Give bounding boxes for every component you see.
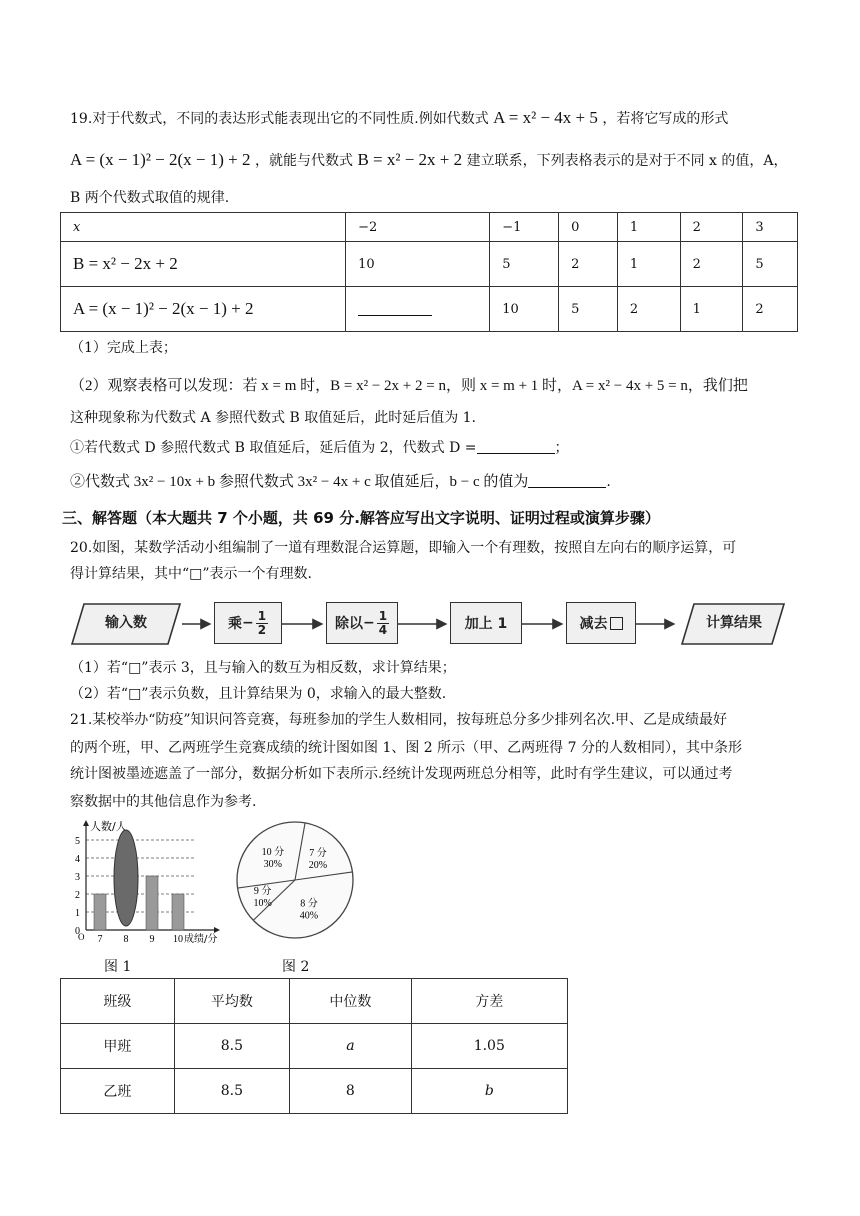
table-cell: 2: [617, 287, 680, 332]
table-cell: −1: [490, 213, 559, 242]
slice-label: 8 分: [300, 898, 318, 910]
bar-chart: [64, 818, 234, 948]
q21-text-b: 的两个班，甲、乙两班学生竞赛成绩的统计图如图 1、图 2 所示（甲、乙两班得 7 分的人数相同），其中条形: [70, 740, 742, 756]
origin-label: O: [78, 932, 85, 942]
q19-part2-d: [70, 472, 611, 492]
table-cell: 甲班: [61, 1024, 175, 1069]
table-cell: 1: [617, 213, 680, 242]
q19-part1: （1）完成上表；: [70, 340, 177, 356]
table-cell: b: [411, 1069, 567, 1114]
bar-9: [146, 876, 158, 930]
q19-part2-c-text: ①若代数式 D 参照代数式 B 取值延后，延后值为 2，代数式 D =: [70, 440, 477, 456]
q20-part1: （1）若“□”表示 3，且与输入的数互为相反数，求计算结果；: [70, 660, 456, 676]
table-cell: 1: [617, 242, 680, 287]
y-tick-label: 1: [75, 908, 80, 919]
slice-percent: 10%: [253, 897, 272, 909]
x-tick-label: 9: [149, 934, 155, 945]
flow-output-text: 计算结果: [706, 615, 762, 631]
table-cell: 8.5: [174, 1069, 290, 1114]
q20-part2: （2）若“□”表示负数，且计算结果为 0，求输入的最大整数.: [70, 686, 447, 702]
pie-chart: [230, 818, 360, 948]
answer-blank[interactable]: [358, 301, 432, 316]
table-cell: 2: [680, 213, 743, 242]
table-row: [61, 1024, 568, 1069]
figure-1-caption: 图 1: [104, 959, 132, 975]
row-label-a: A = (x − 1)² − 2(x − 1) + 2: [61, 287, 346, 332]
q19-line-1: [70, 108, 728, 129]
q19-intro-c: ，就能与代数式: [254, 153, 353, 169]
table-cell: 8.5: [174, 1024, 290, 1069]
x-tick-label: 7: [97, 934, 103, 945]
flowchart: [70, 600, 790, 650]
frac-num: 1: [257, 608, 267, 623]
stats-header-row: [61, 979, 568, 1024]
q21-text-c: 统计图被墨迹遮盖了一部分，数据分析如下表所示.经统计发现两班总分相等，此时有学生建议，可以通过考: [70, 766, 733, 782]
slice-label: 7 分: [309, 847, 327, 859]
table-cell: 乙班: [61, 1069, 175, 1114]
q19-part2-a: （2）观察表格可以发现：若 x = m 时，B = x² − 2x + 2 = n，则 x = m + 1 时，A = x² − 4x + 5 = n，我们把: [70, 378, 748, 394]
ink-blot-obscured-bar: [114, 830, 138, 926]
table-cell: 2: [743, 287, 798, 332]
table-cell: 1.05: [411, 1024, 567, 1069]
flow-div-text: 除以: [334, 616, 363, 632]
flowchart-arrows: [70, 600, 790, 650]
table-cell: 10: [490, 287, 559, 332]
y-tick-label: 3: [75, 872, 80, 883]
section-heading: 三、解答题（本大题共 7 个小题，共 69 分.解答应写出文字说明、证明过程或演算步骤）: [62, 509, 660, 527]
y-tick-label: 4: [75, 854, 80, 865]
bar-10: [172, 894, 184, 930]
y-tick-label: 2: [75, 890, 80, 901]
slice-label: 9 分: [253, 885, 272, 897]
flow-step-subtract: [566, 602, 636, 644]
table-cell: 0: [559, 213, 618, 242]
q20-text-a: 20.如图，某数学活动小组编制了一道有理数混合运算题，即输入一个有理数，按照自左向右的顺序运算，可: [70, 540, 737, 556]
frac-num: 1: [378, 608, 388, 623]
table-cell: 5: [743, 242, 798, 287]
frac-den: 2: [257, 622, 267, 637]
table-cell: 3: [743, 213, 798, 242]
frac-den: 4: [378, 622, 388, 637]
table-cell: x: [61, 213, 346, 242]
flow-input-label: [78, 602, 174, 642]
table-row: [61, 1069, 568, 1114]
table-cell: a: [290, 1024, 411, 1069]
table-cell: 10: [346, 242, 490, 287]
flow-step-add: 加上 1: [450, 602, 522, 644]
y-tick-label: 5: [75, 836, 80, 847]
x-tick-label: 8: [123, 934, 129, 945]
table-cell: 5: [490, 242, 559, 287]
table-row-b: [61, 242, 798, 287]
flow-output-label: [688, 602, 780, 642]
table-cell: 班级: [61, 979, 175, 1024]
table-cell: 5: [559, 287, 618, 332]
expr-a-expanded: A = x² − 4x + 5: [493, 108, 598, 127]
table-cell: 平均数: [174, 979, 290, 1024]
flow-mul-text: 乘: [227, 616, 242, 632]
answer-blank-d[interactable]: [477, 439, 555, 454]
answer-blank-bc[interactable]: [528, 473, 606, 488]
expr-a-rewritten: A = (x − 1)² − 2(x − 1) + 2: [70, 150, 251, 169]
table-cell: 2: [559, 242, 618, 287]
table-header-row: [61, 213, 798, 242]
bar-7: [94, 894, 106, 930]
flow-sub-text: 减去: [579, 616, 608, 632]
slice-percent: 30%: [263, 859, 283, 871]
table-cell: 1: [680, 287, 743, 332]
slice-label: 10 分: [261, 847, 285, 859]
q20-text-b: 得计算结果，其中“□”表示一个有理数.: [70, 566, 312, 582]
q19-intro-a: 19.对于代数式，不同的表达形式能表现出它的不同性质.例如代数式: [70, 111, 489, 127]
q19-part2-d-end: .: [606, 474, 611, 490]
q19-part2-d-text: ②代数式 3x² − 10x + b 参照代数式 3x² − 4x + c 取值延后，b − c 的值为: [70, 474, 529, 490]
q19-intro-b: ，若将它写成的形式: [602, 111, 729, 127]
table-cell: −2: [346, 213, 490, 242]
x-axis-arrow-icon: [214, 927, 220, 933]
flow-step-divide: 除以 − $\frac{1}{4}$: [326, 602, 398, 644]
stats-table: [60, 978, 568, 1114]
fraction-half: [256, 610, 268, 637]
q19-part2-c: [70, 438, 569, 458]
y-tick-label: 0: [75, 926, 80, 937]
flow-step-multiply: 乘 − $\frac{1}{2}$: [214, 602, 282, 644]
q19-line-2: [70, 150, 788, 171]
q19-intro-d: 建立联系，下列表格表示的是对于不同 x 的值，A，: [466, 153, 788, 169]
figure-2-caption: 图 2: [282, 959, 310, 975]
q21-text-a: 21.某校举办“防疫”知识问答竞赛，每班参加的学生人数相同，按每班总分多少排列名次.甲、乙是成绩最好: [70, 712, 728, 728]
table-cell: 8: [290, 1069, 411, 1114]
q19-line-3: [70, 188, 229, 208]
row-label-b: B = x² − 2x + 2: [61, 242, 346, 287]
table-row-a: [61, 287, 798, 332]
flow-input-text: 输入数: [105, 615, 147, 631]
table-cell: 方差: [411, 979, 567, 1024]
slice-percent: 40%: [299, 910, 319, 922]
y-axis-arrow-icon: [83, 820, 89, 826]
table-cell: 中位数: [290, 979, 411, 1024]
y-axis-label: 人数/人: [90, 820, 127, 833]
expr-b: B = x² − 2x + 2: [357, 150, 463, 169]
value-table: [60, 212, 798, 332]
x-axis-label: 成绩/分: [184, 934, 218, 945]
q19-part2-b: 这种现象称为代数式 A 参照代数式 B 取值延后，此时延后值为 1.: [70, 410, 477, 426]
x-tick-label: 10: [173, 934, 183, 945]
answer-blank-cell[interactable]: [346, 287, 490, 332]
square-placeholder-icon: [610, 617, 623, 630]
fraction-quarter: [377, 610, 389, 637]
q21-text-d: 察数据中的其他信息作为参考.: [70, 794, 257, 810]
slice-percent: 20%: [308, 859, 328, 871]
table-cell: 2: [680, 242, 743, 287]
q19-intro-e: B 两个代数式取值的规律.: [70, 190, 230, 206]
q19-part2-c-end: ；: [554, 440, 569, 456]
